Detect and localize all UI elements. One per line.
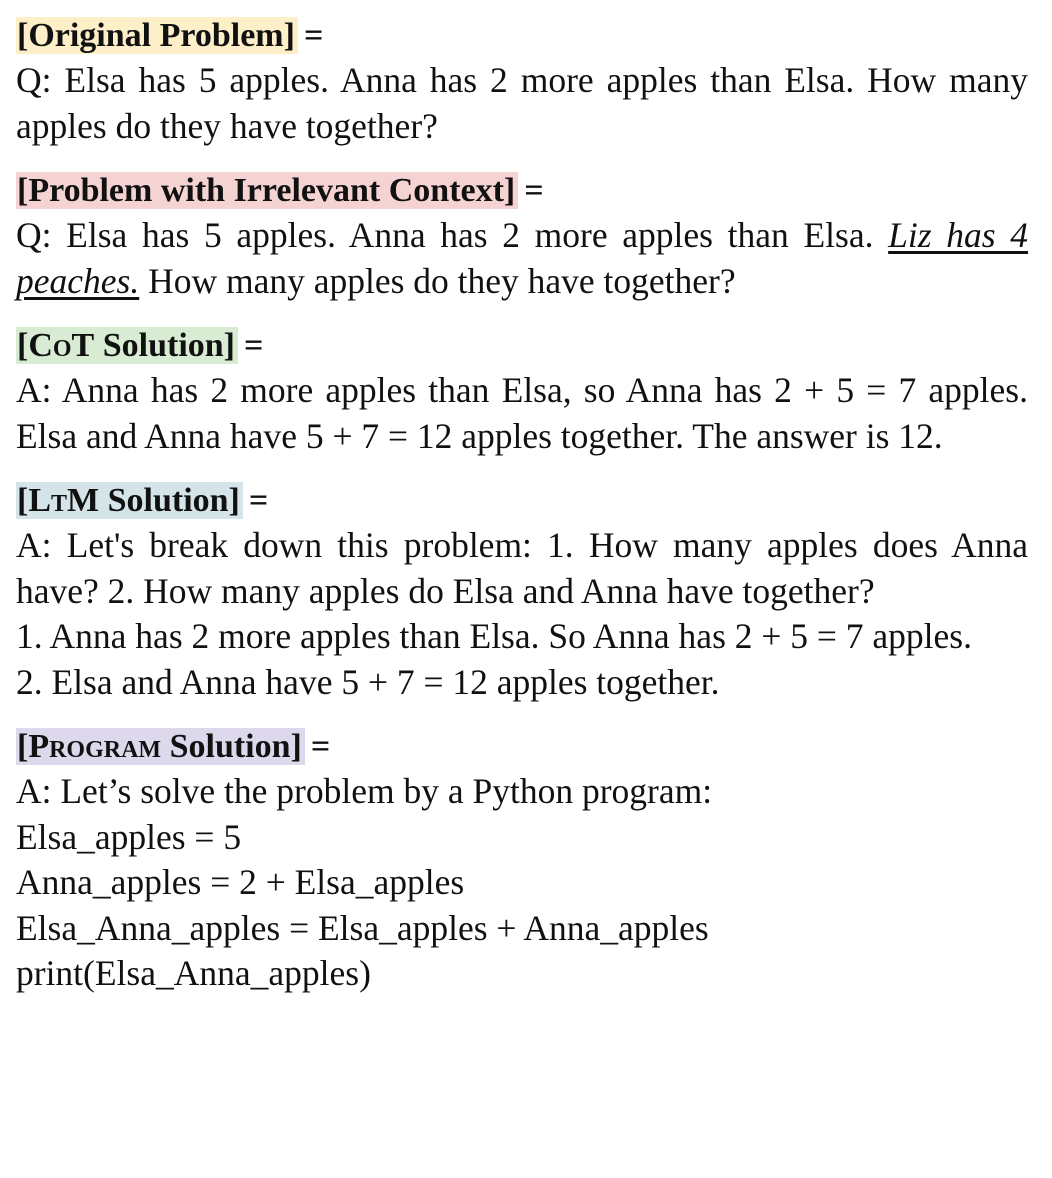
original-problem-label: [Original Problem] — [16, 17, 298, 54]
program-line: A: Let’s solve the problem by a Python program: — [16, 771, 713, 811]
irrelevant-sentence: Liz has 4 peaches. — [16, 215, 1028, 301]
program-solution-section — [16, 725, 1028, 997]
program-solution-equals: = — [310, 728, 331, 765]
ltm-solution-intro: A: Let's break down this problem: 1. How many apples does Anna have? 2. How many apples do Elsa and Anna have together? — [16, 525, 1028, 611]
program-solution-label — [16, 728, 305, 765]
ltm-solution-step-2: 2. Elsa and Anna have 5 + 7 = 12 apples together. — [16, 661, 720, 702]
cot-solution-section — [16, 324, 1028, 459]
original-problem-equals: = — [303, 17, 324, 54]
program-line: Anna_apples = 2 + Elsa_apples — [16, 862, 465, 902]
program-line: Elsa_apples = 5 — [16, 816, 242, 857]
ltm-solution-step-1: 1. Anna has 2 more apples than Elsa. So Anna has 2 + 5 = 7 apples. — [16, 616, 972, 656]
irrelevant-context-heading — [16, 169, 1028, 213]
cot-solution-answer: A: Anna has 2 more apples than Elsa, so Anna has 2 + 5 = 7 apples. Elsa and Anna have 5 + 7 = 12 apples together. The answer is 12. — [16, 370, 1028, 456]
label-rest: Solution] — [94, 327, 235, 364]
question-after: How many apples do they have together? — [139, 260, 736, 301]
label-open: [ — [17, 327, 29, 364]
cot-solution-equals: = — [244, 327, 264, 364]
method-name: LtM — [28, 482, 100, 519]
cot-solution-label — [16, 327, 238, 364]
irrelevant-context-section — [16, 169, 1028, 304]
irrelevant-context-equals: = — [524, 172, 544, 209]
method-name: Program — [28, 728, 162, 765]
ltm-solution-label — [16, 482, 243, 519]
program-line: Elsa_Anna_apples = Elsa_apples + Anna_apples — [16, 907, 709, 948]
program-solution-heading — [16, 725, 1028, 769]
cot-solution-heading — [16, 324, 1028, 368]
irrelevant-context-question — [16, 213, 1028, 304]
ltm-solution-equals: = — [248, 482, 269, 519]
label-open: [ — [17, 728, 29, 765]
method-name: CoT — [28, 327, 95, 364]
irrelevant-context-label: [Problem with Irrelevant Context] — [16, 172, 518, 209]
label-open: [ — [17, 482, 29, 519]
original-problem-heading — [16, 14, 1028, 58]
ltm-solution-heading — [16, 479, 1028, 523]
label-rest: Solution] — [99, 482, 240, 519]
original-problem-section — [16, 14, 1028, 149]
question-before: Q: Elsa has 5 apples. Anna has 2 more apples than Elsa. — [16, 215, 889, 255]
ltm-solution-section — [16, 479, 1028, 705]
program-line: print(Elsa_Anna_apples) — [16, 953, 371, 993]
original-problem-question: Q: Elsa has 5 apples. Anna has 2 more apples than Elsa. How many apples do they have together? — [16, 60, 1028, 146]
label-rest: Solution] — [161, 728, 302, 765]
